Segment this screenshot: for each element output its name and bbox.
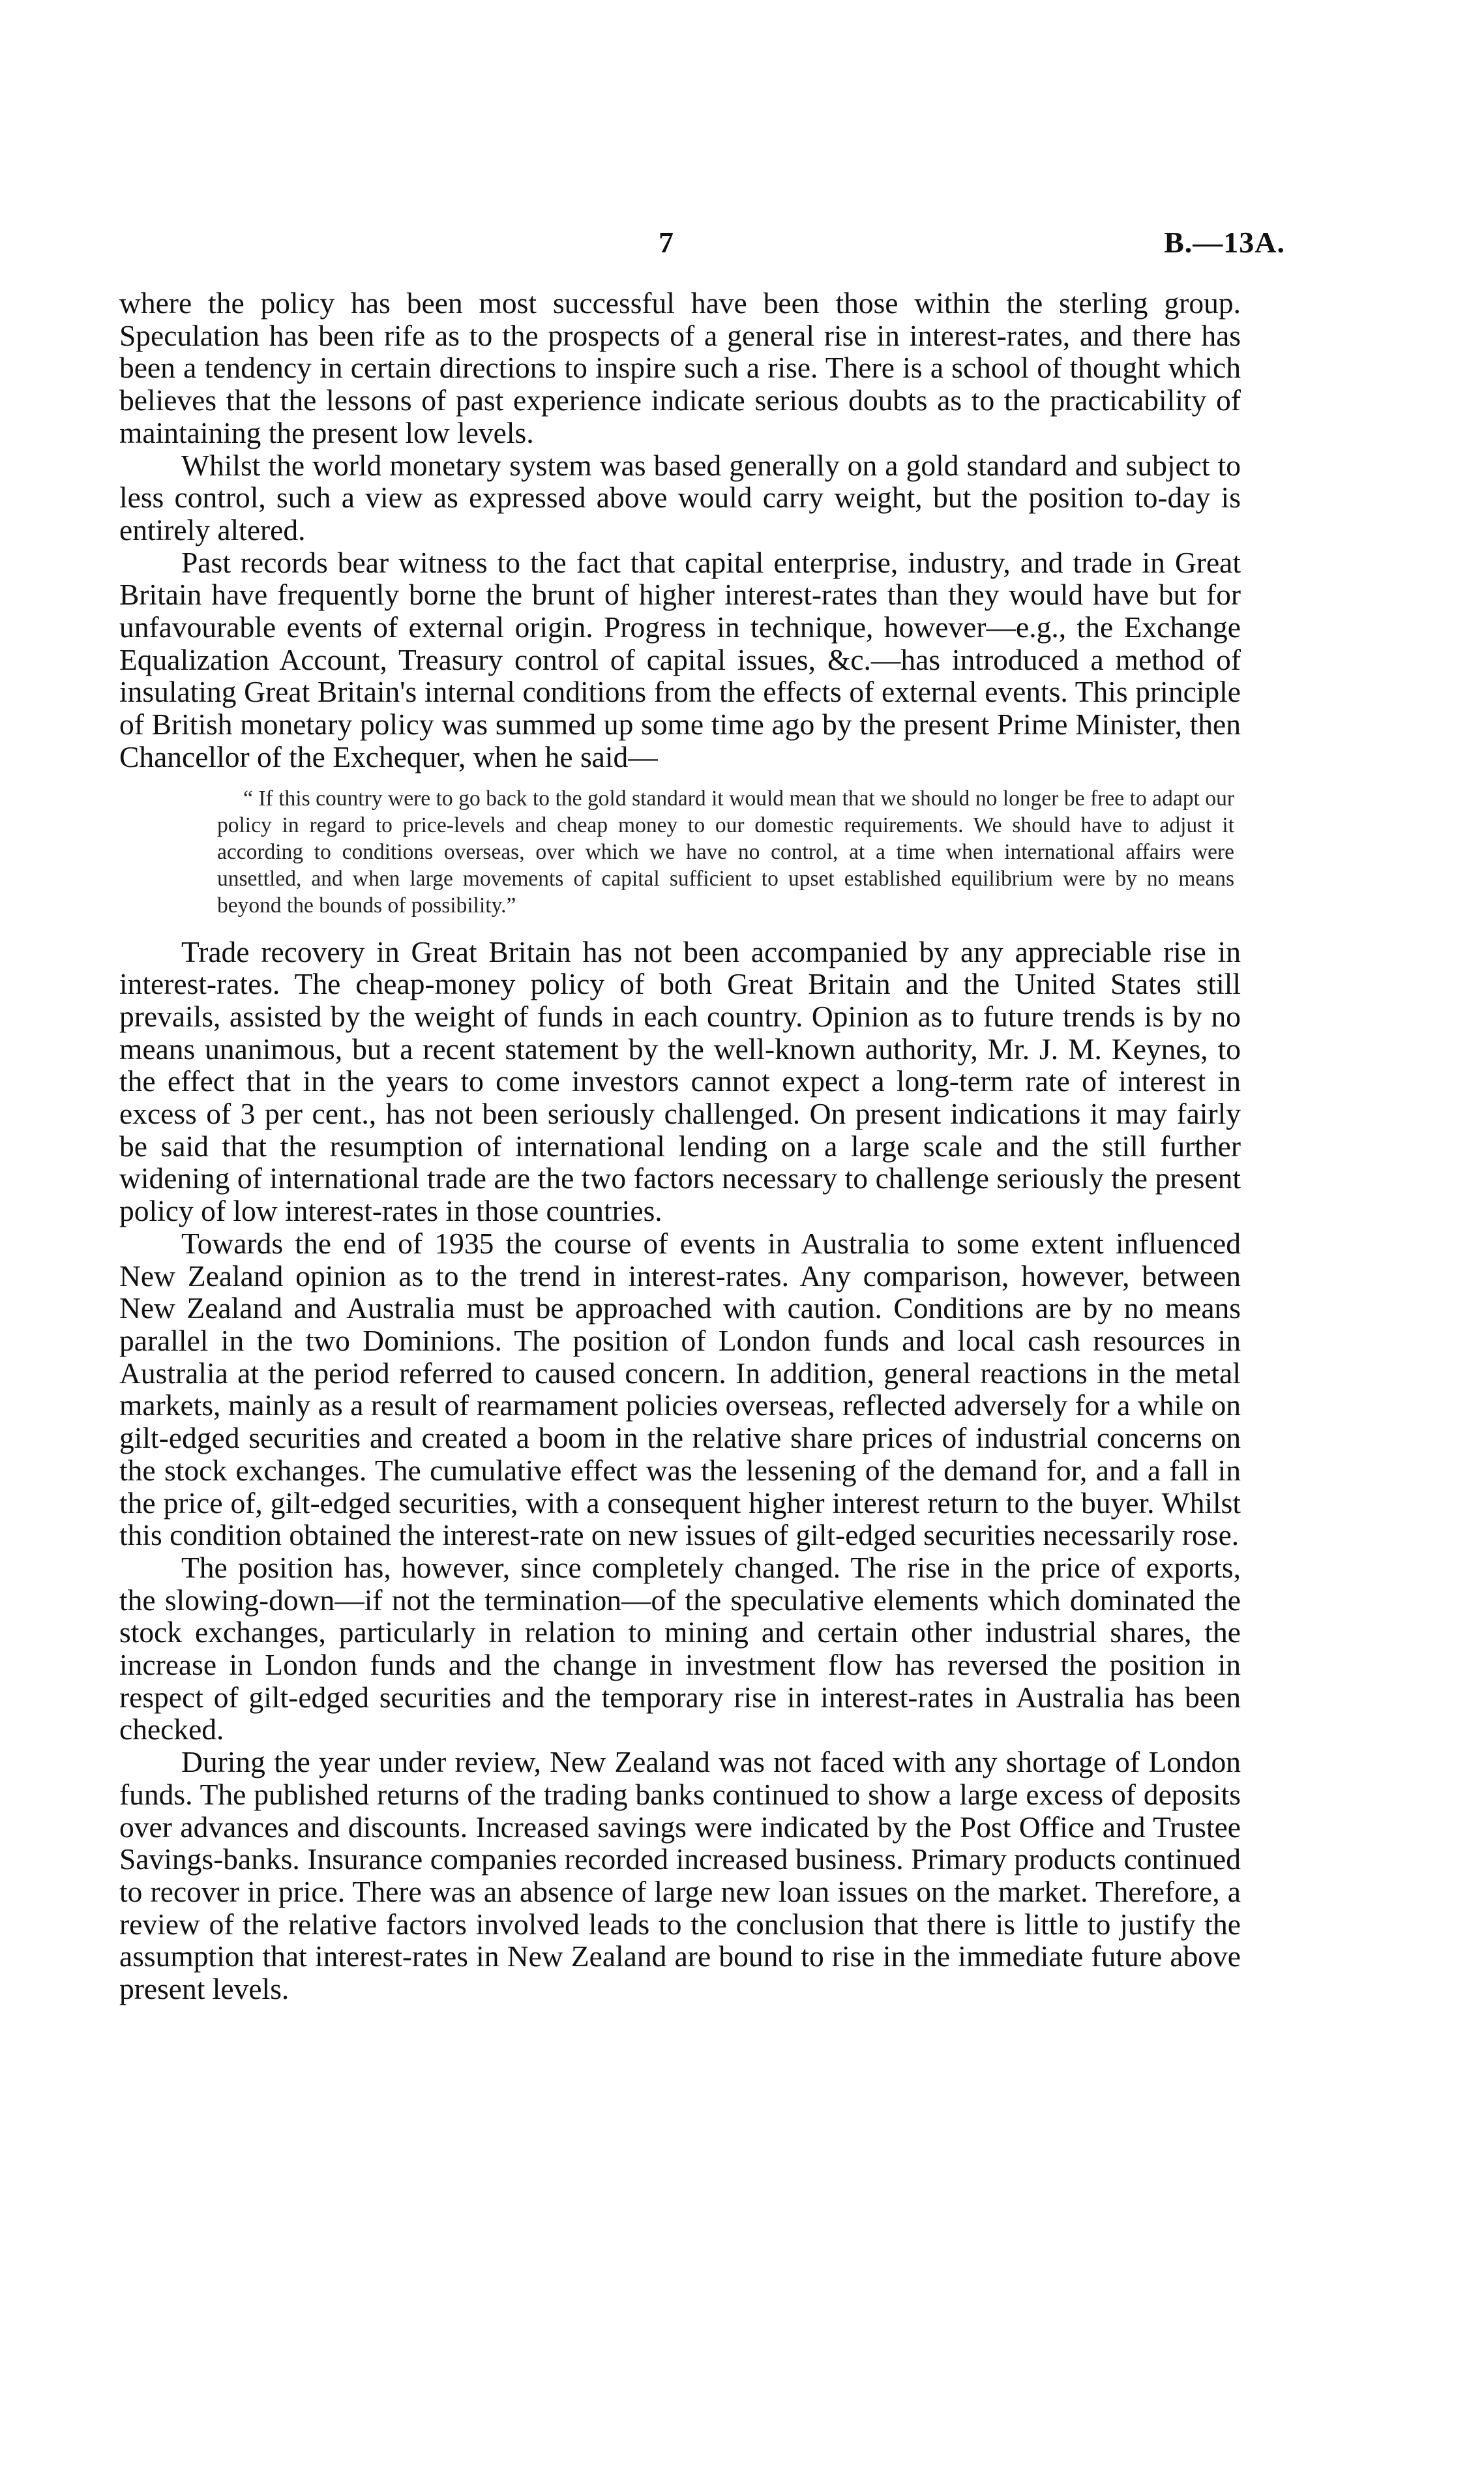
paragraph-trade-recovery: Trade recovery in Great Britain has not been accompanied by any appreciable rise in interest-rates. The cheap-money policy of both Great Britain and the United States still prevails, assisted by the weight of funds in each country. Opinion as to future trends is by no means unanimous, but a recent statement by the well-known authority, Mr. J. M. Keynes, to the effect that in the years to come investors cannot expect a long-term rate of interest in excess of 3 per cent., has not been seriously challenged. On present indications it may fairly be said that the resumption of international lending on a large scale and the still further widening of international trade are the two factors necessary to challenge seriously the present policy of low interest-rates in those countries. bbox=[119, 935, 1241, 1228]
paragraph-position-changed: The position has, however, since completely changed. The rise in the price of exports, the slowing-down—if not the termination—of the speculative elements which dominated the stock exchanges, particularly in relation to mining and certain other industrial shares, the increase in London funds and the change in investment flow has reversed the position in respect of gilt-edged securities and the temporary rise in interest-rates in Australia has been checked. bbox=[119, 1550, 1241, 1746]
paragraph-australia: Towards the end of 1935 the course of events in Australia to some extent influenced New Zealand opinion as to the trend in interest-rates. Any comparison, however, between New Zealand and Australia must be approached with caution. Conditions are by no means parallel in the two Dominions. The position of London funds and local cash resources in Australia at the period referred to caused concern. In addition, general reactions in the metal markets, mainly as a result of rearmament policies overseas, reflected adversely for a while on gilt-edged securities and created a boom in the relative share prices of industrial concerns on the stock exchanges. The cumulative effect was the lessening of the demand for, and a fall in the price of, gilt-edged securities, with a consequent higher interest return to the buyer. Whilst this condition obtained the interest-rate on new issues of gilt-edged securities necessarily rose. bbox=[119, 1226, 1241, 1552]
paragraph-past-records: Past records bear witness to the fact that capital enterprise, industry, and trade in Great Britain have frequently borne the brunt of higher interest-rates than they would have but for unfavourable events of external origin. Progress in technique, however—e.g., the Exchange Equalization Account, Treasury control of capital issues, &c.—has introduced a method of insulating Great Britain's internal conditions from the effects of external events. This principle of British monetary policy was summed up some time ago by the present Prime Minister, then Chancellor of the Exchequer, when he said— bbox=[119, 545, 1241, 773]
paragraph-year-review: During the year under review, New Zealand was not faced with any shortage of London funds. The published returns of the trading banks continued to show a large excess of deposits over advances and discounts. Increased savings were indicated by the Post Office and Trustee Savings-banks. Insurance companies recorded increased business. Primary products continued to recover in price. There was an absence of large new loan issues on the market. Therefore, a review of the relative factors involved leads to the conclusion that there is little to justify the assumption that interest-rates in New Zealand are bound to rise in the immediate future above present levels. bbox=[119, 1745, 1241, 2006]
paragraph-gold-standard: Whilst the world monetary system was based generally on a gold standard and subject to less control, such a view as expressed above would carry weight, but the position to-day is entirely altered. bbox=[119, 448, 1241, 547]
page-header bbox=[0, 225, 1484, 271]
document-reference: B.—13A. bbox=[1164, 226, 1285, 259]
quotation-chancellor: “ If this country were to go back to the gold standard it would mean that we should no longer be free to adapt our policy in regard to price-levels and cheap money to our domestic requirements. We should have to adjust it according to conditions overseas, over which we have no control, at a time when international affairs were unsettled, and when large movements of capital sufficient to upset established equilibrium were by no means beyond the bounds of possibility.” bbox=[217, 786, 1234, 918]
page-number: 7 bbox=[659, 226, 674, 259]
document-body bbox=[119, 287, 1241, 2005]
paragraph-continuation: where the policy has been most successful have been those within the sterling group. Speculation has been rife as to the prospects of a general rise in interest-rates, and there has been a tendency in certain directions to inspire such a rise. There is a school of thought which believes that the lessons of past experience indicate serious doubts as to the practicability of maintaining the present low levels. bbox=[119, 286, 1241, 449]
